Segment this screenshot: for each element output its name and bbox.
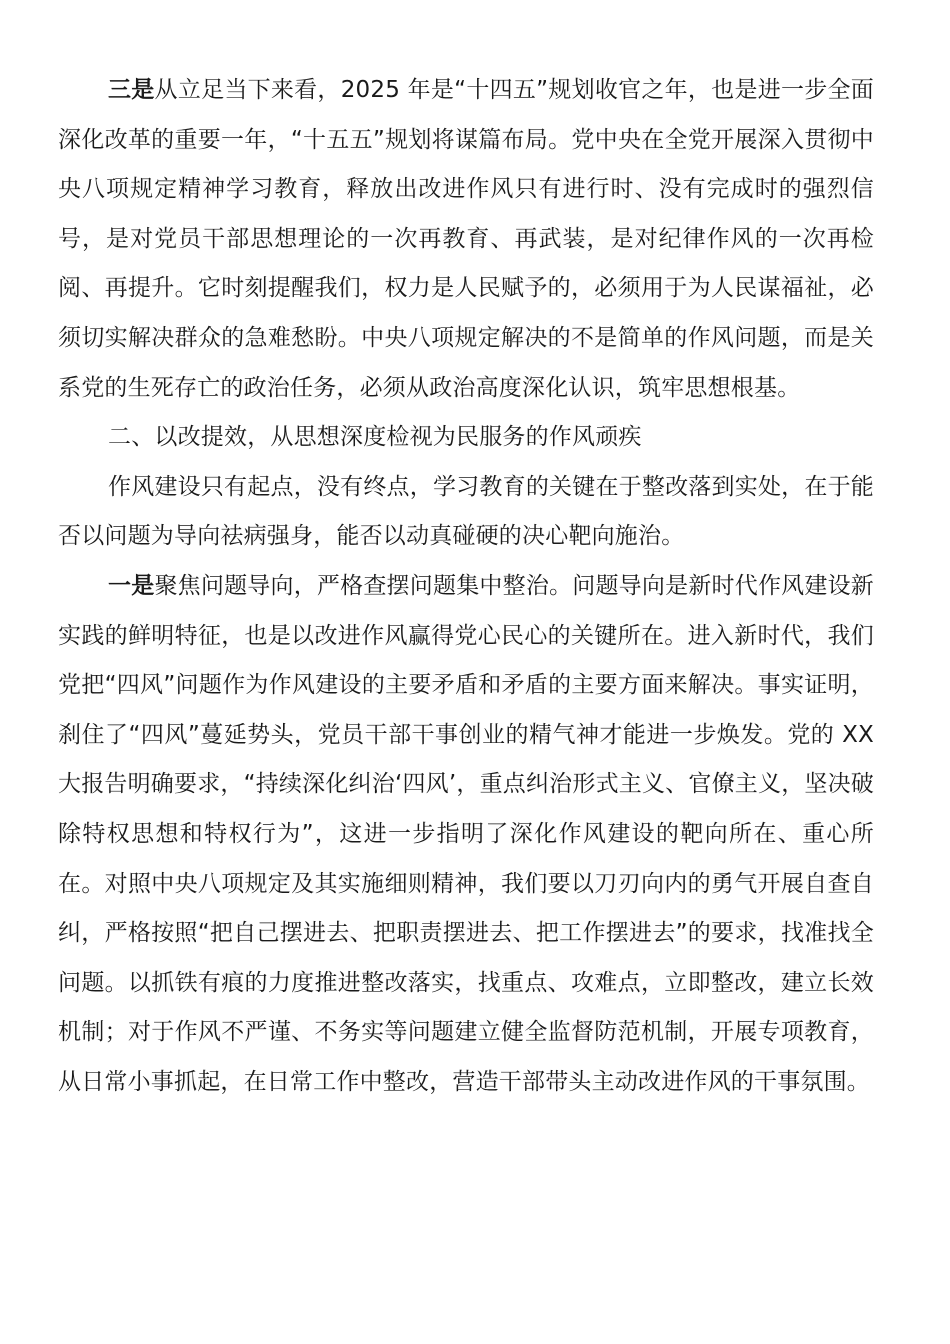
paragraph-one	[58, 562, 874, 1108]
paragraph-intro: 作风建设只有起点，没有终点，学习教育的关键在于整改落到实处，在于能否以问题为导向祛病强身，能否以动真碰硬的决心靶向施治。	[58, 473, 874, 550]
section-heading: 二、以改提效，从思想深度检视为民服务的作风顽疾	[108, 424, 642, 451]
paragraph-text: 从立足当下来看，2025 年是“十四五”规划收官之年，也是进一步全面深化改革的重要一年，“十五五”规划将谋篇布局。党中央在全党开展深入贯彻中央八项规定精神学习教育，释放出改进作风只有进行时、没有完成时的强烈信号，是对党员干部思想理论的一次再教育、再武装，是对纪律作风的一次再检阅、再提升。它时刻提醒我们，权力是人民赋予的，必须用于为人民谋福祉，必须切实解决群众的急难愁盼。中央八项规定解决的不是简单的作风问题，而是关系党的生死存亡的政治任务，必须从政治高度深化认识，筑牢思想根基。	[58, 77, 874, 401]
paragraph-lead: 三是	[108, 77, 155, 103]
paragraph-lead: 一是	[108, 572, 155, 599]
paragraph-three	[58, 66, 874, 413]
paragraph-text: 聚焦问题导向，严格查摆问题集中整治。问题导向是新时代作风建设新实践的鲜明特征，也是以改进作风赢得党心民心的关键所在。进入新时代，我们党把“四风”问题作为作风建设的主要矛盾和矛盾的主要方面来解决。事实证明，刹住了“四风”蔓延势头，党员干部干事创业的精气神才能进一步焕发。党的 XX 大报告明确要求，“持续深化纠治‘四风’，重点纠治形式主义、官僚主义，坚决破除特权思想和特权行为”，这进一步指明了深化作风建设的靶向所在、重心所在。对照中央八项规定及其实施细则精神，我们要以刀刃向内的勇气开展自查自纠，严格按照“把自己摆进去、把职责摆进去、把工作摆进去”的要求，找准找全问题。以抓铁有痕的力度推进整改落实，找重点、攻难点，立即整改，建立长效机制；对于作风不严谨、不务实等问题建立健全监督防范机制，开展专项教育，从日常小事抓起，在日常工作中整改，营造干部带头主动改进作风的干事氛围。	[58, 572, 875, 1095]
document-body	[58, 66, 874, 1107]
